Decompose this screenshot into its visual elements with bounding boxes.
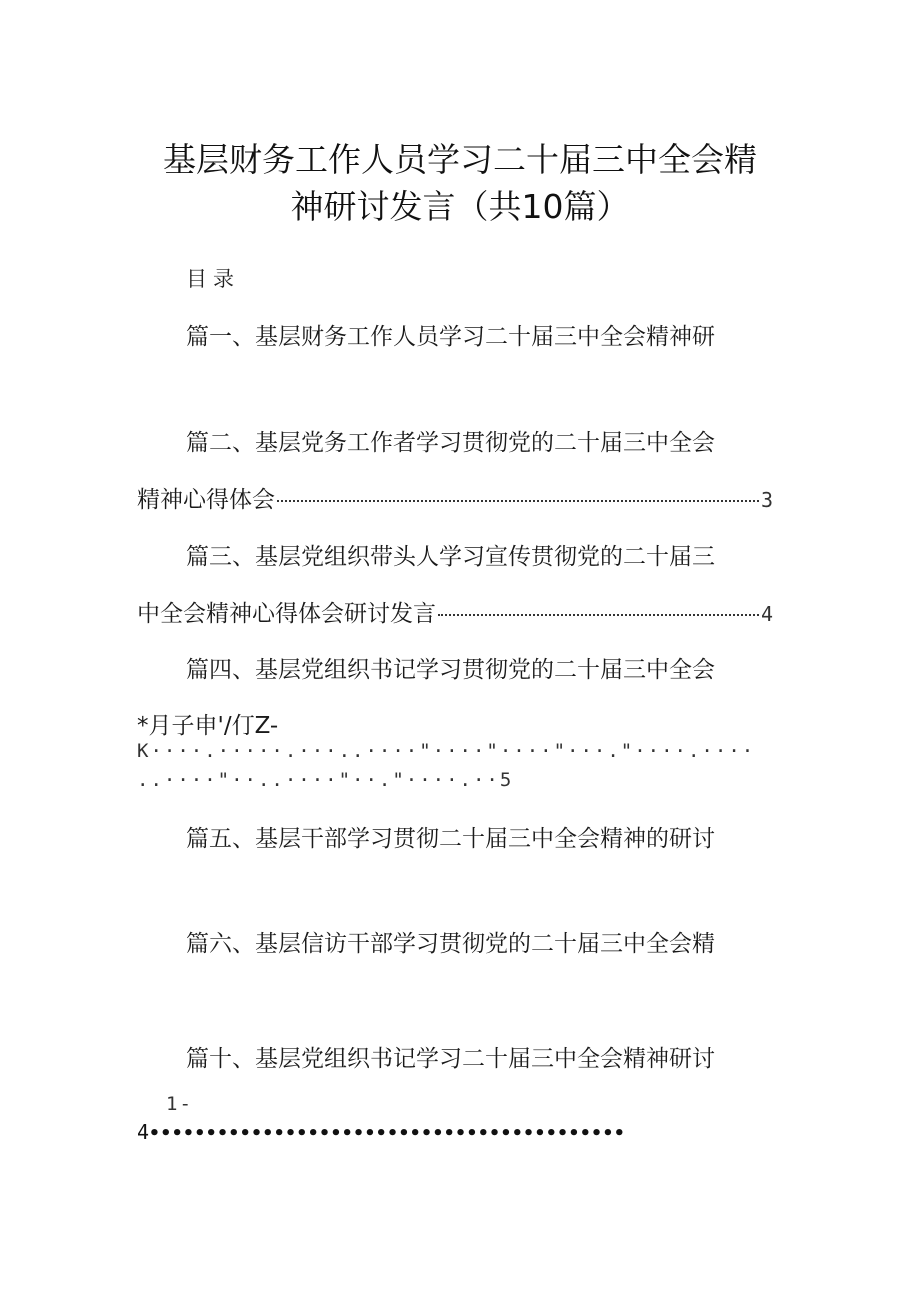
toc-entry-6[interactable]: 篇六、基层信访干部学习贯彻党的二十届三中全会精 bbox=[186, 931, 715, 957]
toc-leader-dots bbox=[277, 500, 759, 502]
toc-entry-7[interactable]: 篇十、基层党组织书记学习二十届三中全会精神研讨 bbox=[186, 1046, 715, 1072]
toc-entry-3-page: 4 bbox=[760, 602, 773, 626]
toc-entry-4-line-1[interactable]: 篇四、基层党组织书记学习贯彻党的二十届三中全会 bbox=[186, 657, 715, 683]
toc-entry-2-line-1[interactable]: 篇二、基层党务工作者学习贯彻党的二十届三中全会 bbox=[186, 430, 715, 456]
toc-entry-2-line-2[interactable] bbox=[137, 481, 773, 514]
toc-entry-4-line-3: K····.·····.···..····"····"····"···."····.···· bbox=[137, 740, 756, 762]
toc-entry-7-page: 4 bbox=[137, 1120, 150, 1144]
document-title-line-2: 神研讨发言（共10篇） bbox=[290, 187, 630, 226]
toc-heading: 目录 bbox=[186, 267, 240, 291]
toc-entry-3-line-2[interactable] bbox=[137, 595, 773, 628]
toc-entry-3-text: 中全会精神心得体会研讨发言 bbox=[137, 601, 436, 627]
toc-entry-1[interactable]: 篇一、基层财务工作人员学习二十届三中全会精神研 bbox=[186, 324, 715, 350]
toc-leader-dots bbox=[438, 614, 759, 616]
toc-entry-7-sub: 1- bbox=[166, 1093, 193, 1115]
toc-entry-7-leader bbox=[137, 1120, 625, 1144]
toc-entry-5[interactable]: 篇五、基层干部学习贯彻二十届三中全会精神的研讨 bbox=[186, 826, 715, 852]
toc-entry-2-text: 精神心得体会 bbox=[137, 487, 275, 513]
toc-entry-4-line-2: *月子申'/仃Z- bbox=[137, 713, 279, 739]
document-title-line-1: 基层财务工作人员学习二十届三中全会精 bbox=[163, 140, 757, 179]
toc-entry-4-line-4: ..····"··..····"··."····.··5 bbox=[137, 769, 514, 791]
toc-leader-dots: •••••••••••••••••••••••••••••••••••••••••• bbox=[149, 1123, 626, 1144]
toc-entry-2-page: 3 bbox=[760, 488, 773, 512]
toc-entry-3-line-1[interactable]: 篇三、基层党组织带头人学习宣传贯彻党的二十届三 bbox=[186, 544, 715, 570]
